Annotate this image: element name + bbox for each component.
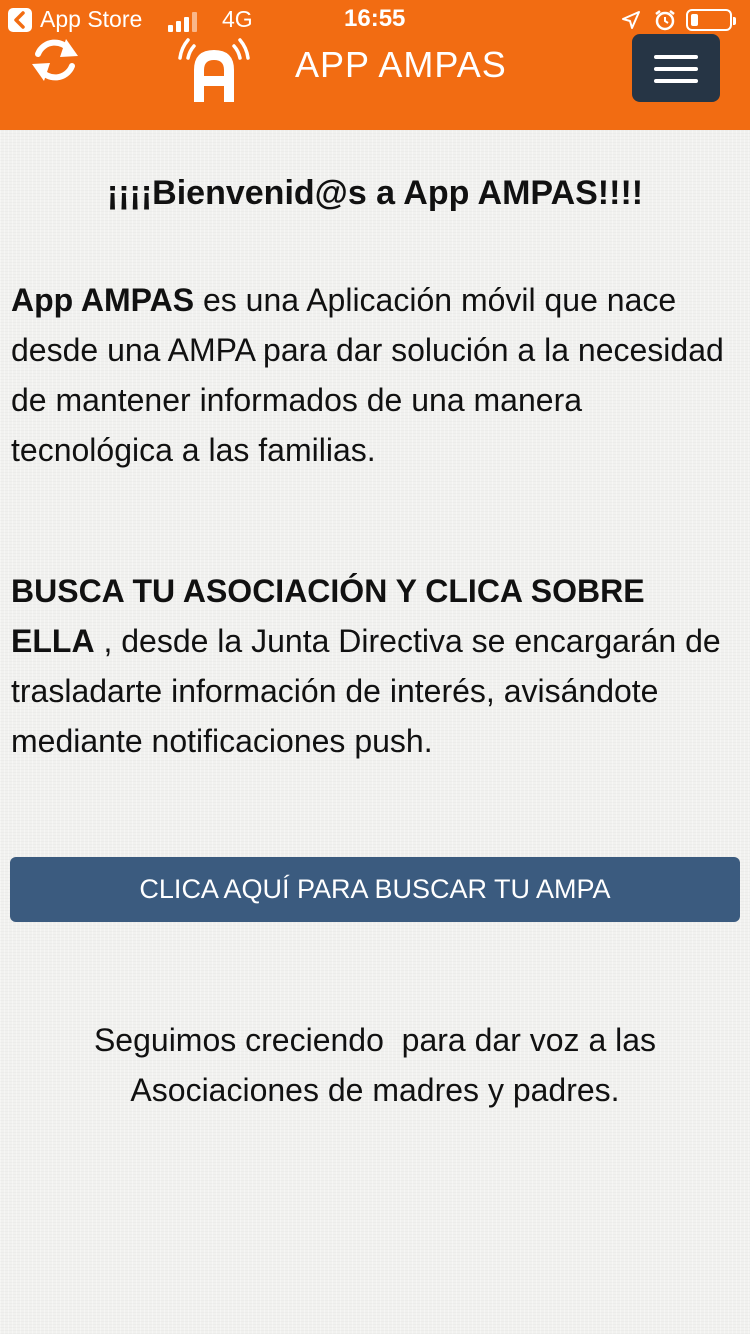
app-header: [0, 0, 750, 130]
back-app-label[interactable]: App Store: [40, 6, 143, 32]
clock: 16:55: [344, 5, 406, 32]
intro-text: es una Aplicación móvil que nace desde una AMPA para dar solución a la necesidad de mantener informados de una manera tecnológica a las familias.: [11, 282, 724, 468]
back-arrow-icon[interactable]: [8, 8, 32, 32]
app-logo: [174, 28, 254, 106]
refresh-icon: [28, 34, 82, 86]
app-title: APP AMPAS: [295, 44, 507, 85]
search-bold: BUSCA TU ASOCIACIÓN Y CLICA SOBRE ELLA: [11, 573, 645, 659]
menu-button[interactable]: [632, 34, 720, 102]
footer-message: [0, 1015, 750, 1115]
refresh-button[interactable]: [28, 34, 82, 86]
footer-line-1: Seguimos creciendo para dar voz a las: [93, 1022, 657, 1058]
search-text: , desde la Junta Directiva se encargarán de trasladarte información de interés, avisándote mediante notificaciones push.: [11, 623, 721, 759]
search-paragraph: [11, 566, 736, 766]
intro-paragraph: [11, 275, 736, 475]
intro-bold: App AMPAS: [11, 282, 195, 318]
battery-icon: [686, 9, 732, 31]
hamburger-menu-icon: [654, 55, 698, 59]
search-ampa-button[interactable]: CLICA AQUÍ PARA BUSCAR TU AMPA: [10, 857, 740, 922]
network-type: 4G: [222, 6, 253, 32]
welcome-heading: ¡¡¡¡Bienvenid@s a App AMPAS!!!!: [106, 174, 644, 212]
footer-line-2: Asociaciones de madres y padres.: [130, 1072, 620, 1108]
location-arrow-icon: [621, 10, 641, 30]
alarm-clock-icon: [654, 9, 676, 31]
